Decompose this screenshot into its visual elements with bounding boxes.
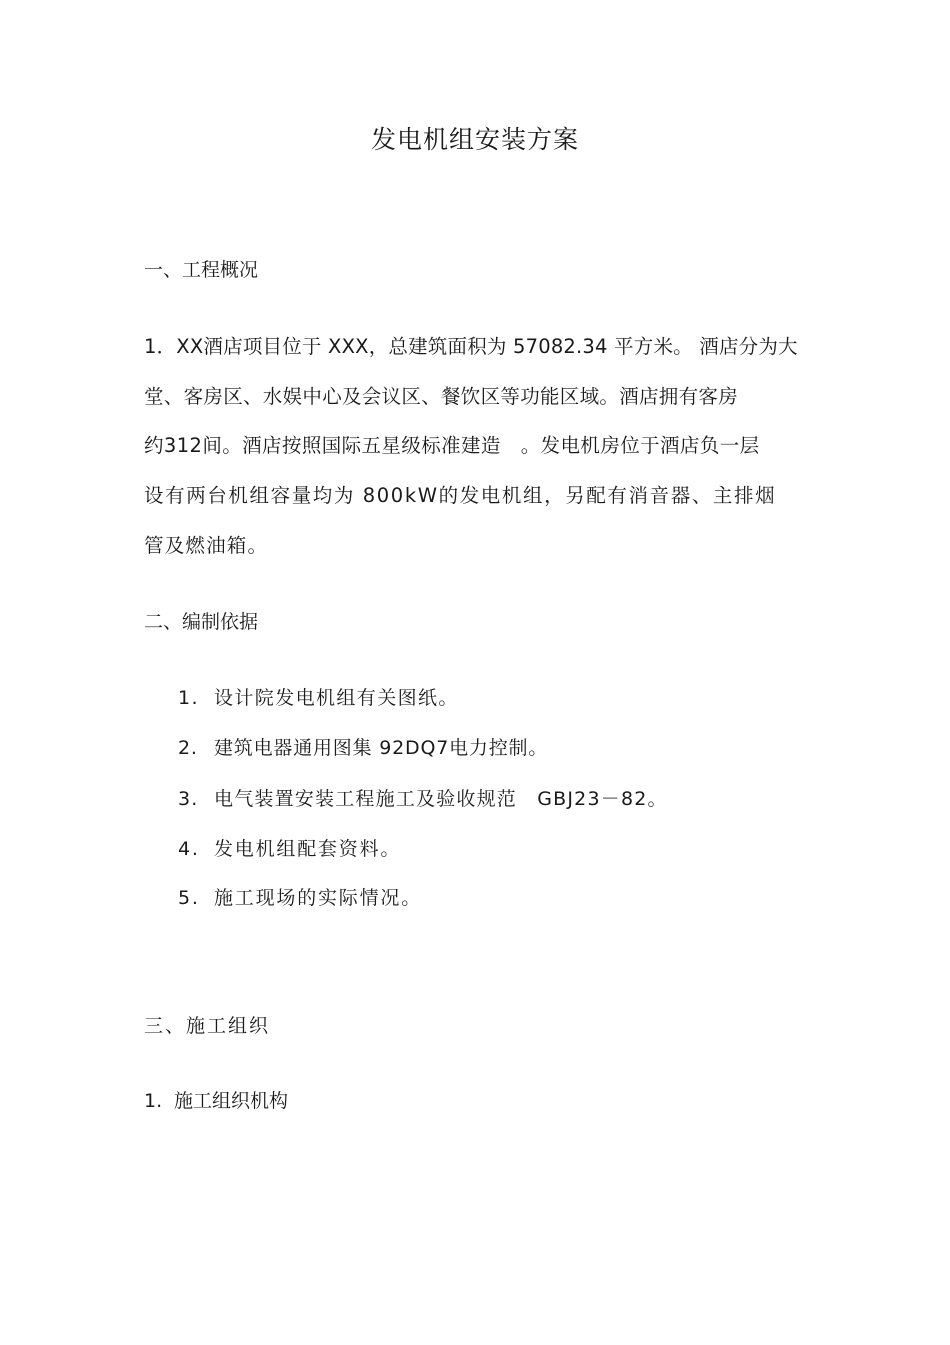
paragraph-line: 管及燃油箱。: [144, 534, 269, 557]
section-heading-overview: 一、工程概况: [144, 259, 259, 281]
paragraph-line: 设有两台机组容量均为 800kW的发电机组，另配有消音器、主排烟: [144, 484, 777, 507]
list-item-text: 建筑电器通用图集 92DQ7电力控制。: [214, 737, 549, 759]
list-item-text: 电气装置安装工程施工及验收规范 GBJ23－82。: [214, 788, 668, 810]
list-item-number: 2.: [178, 737, 198, 759]
list-item-text: 发电机组配套资料。: [214, 838, 402, 860]
section-heading-organization: 三、施工组织: [144, 1015, 271, 1037]
list-item-number: 4.: [178, 838, 200, 860]
list-item: [178, 734, 548, 762]
list-item-number: 5.: [178, 887, 200, 909]
sub-item-text: 施工组织机构: [174, 1090, 289, 1112]
list-item: [178, 835, 401, 863]
list-item: [178, 884, 422, 912]
sub-item-number: 1.: [144, 1090, 163, 1112]
section-heading-basis: 二、编制依据: [144, 611, 259, 633]
list-item: [178, 785, 668, 813]
list-item: [178, 684, 459, 712]
sub-item: [144, 1087, 288, 1115]
list-item-number: 3.: [178, 788, 199, 810]
list-item-text: 施工现场的实际情况。: [214, 887, 423, 909]
paragraph-line: 约312间。酒店按照国际五星级标准建造 。发电机房位于酒店负一层: [144, 434, 760, 457]
list-item-text: 设计院发电机组有关图纸。: [214, 687, 459, 709]
paragraph-line: 堂、客房区、水娱中心及会议区、餐饮区等功能区域。酒店拥有客房: [144, 385, 739, 408]
paragraph-line: 1．XX酒店项目位于 XXX，总建筑面积为 57082.34 平方米。 酒店分为大: [144, 335, 798, 358]
list-item-number: 1.: [178, 687, 199, 709]
document-title: 发电机组安装方案: [370, 125, 579, 154]
